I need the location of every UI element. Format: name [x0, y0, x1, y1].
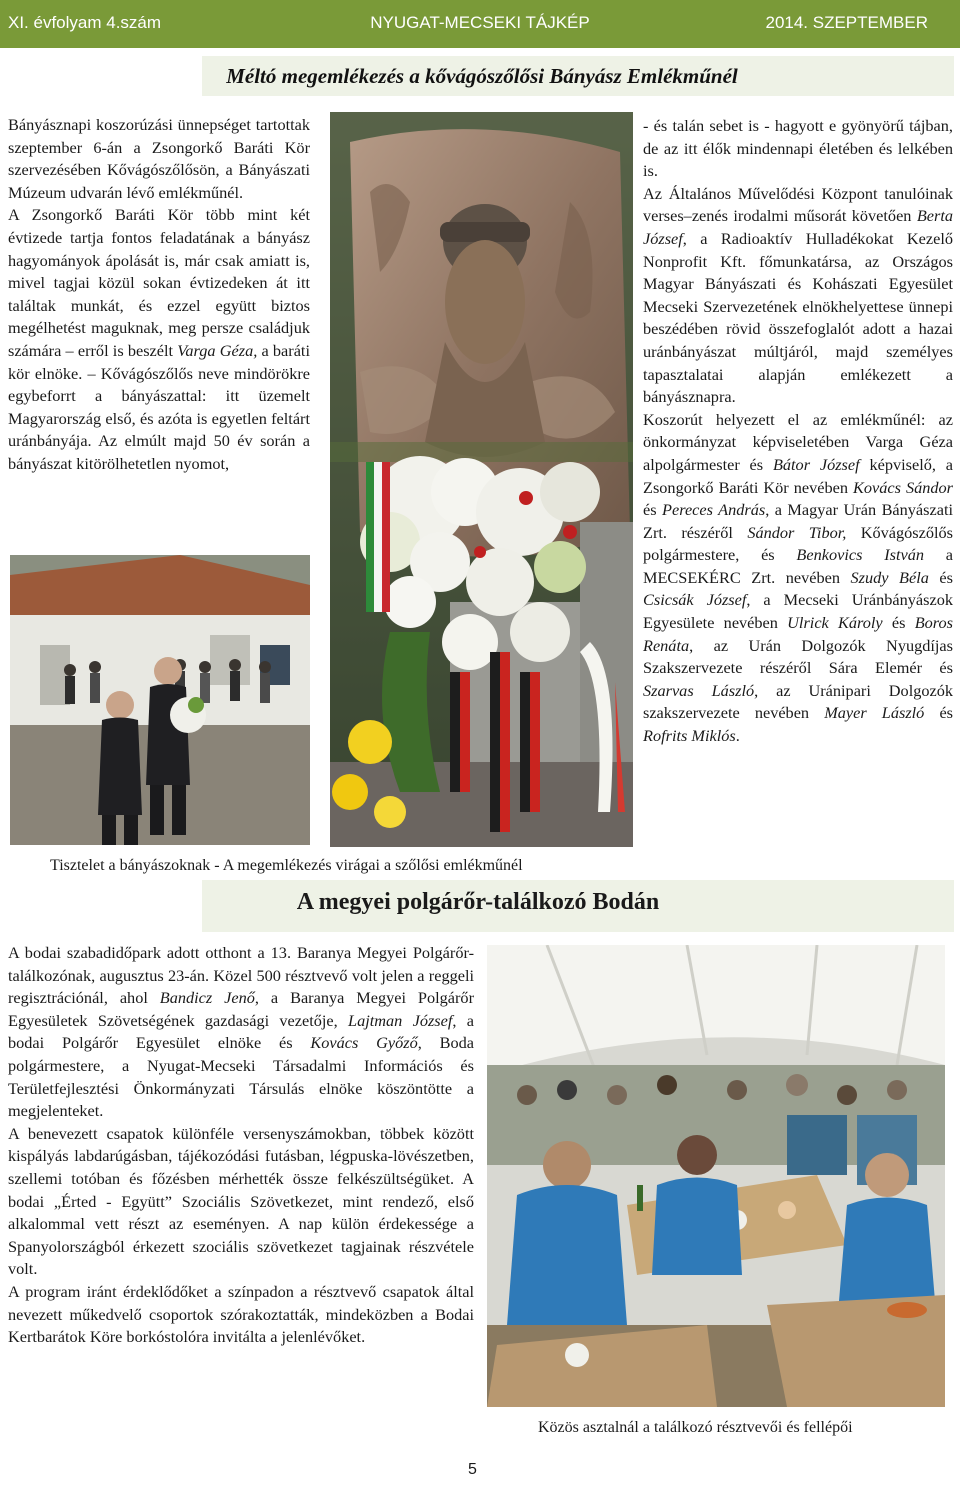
article1-column-left: [8, 114, 310, 476]
tent-gathering-image: [487, 945, 945, 1407]
publication-name: NYUGAT-MECSEKI TÁJKÉP: [370, 13, 590, 32]
article1-paragraph-5: Koszorút helyezett el az emlékműnél: az önkormányzat képviseletében Varga Géza alpolgármester és Bátor József képviselő, a Zsongorkő Baráti Kör nevében Kovács Sándor és Pereces András, a Magyar Urán Bányászati Zrt. részéről Sándor Tibor, Kővágószőlős polgármestere, és Benkovics István a MECSEKÉRC Zrt. nevében Szudy Béla és Csicsák József, a Mecseki Uránbányászok Egyesülete nevében Ulrick Károly és Boros Renáta, az Urán Dolgozók Nyugdíjas Szakszervezete részéről Sára Elemér és Szarvas László, az Uránipari Dolgozók szakszervezete nevében Mayer László és Rofrits Miklós.: [643, 409, 954, 746]
tent-gathering-photo: [487, 945, 945, 1407]
article2-paragraph-1: A bodai szabadidőpark adott otthont a 13. Baranya Megyei Polgárőr-találkozónak, augusztus 23-án. Közel 500 résztvevő volt jelen a reggeli regisztrációnál, ahol Bandicz Jenő, a Baranya Megyei Polgárőr Egyesületek Szövetségének gazdasági vezetője, Lajtman József, a bodai Polgárőr Egyesület elnöke és Kovács Győző, Boda polgármestere, a Nyugat-Mecseki Társadalmi Információs és Területfejlesztési Önkormányzati Társulás elnöke köszöntötte a megjelenteket.: [8, 943, 475, 1121]
tent-gathering-caption: Közös asztalnál a találkozó résztvevői és fellépői: [538, 1419, 853, 1436]
article1-paragraph-2: A Zsongorkő Baráti Kör több mint két évtizede tartja fontos feladatának a bányász hagyományok ápolását is, már csak amiatt is, mivel tagjai közül sokan évtizedeken át itt találtak munkát, és ezzel együtt biztos megélhetést maguknak, meg persze családjuk számára – erről is beszélt Varga Géza, a baráti kör elnöke. – Kővágószőlős neve mindörökre egybeforrt a bányászattal: itt üzemelt Magyarország első, és azóta is egyetlen feltárt uránbányája. Az elmúlt majd 50 év során a bányászat kitörölhetetlen nyomot,: [8, 205, 310, 473]
article1-column-right: [643, 115, 953, 748]
article1-paragraph-3: - és talán sebet is - hagyott e gyönyörű tájban, de az itt élők mindennapi életében és lelkében is.: [643, 116, 953, 181]
monument-photo: [330, 112, 633, 847]
page-number: 5: [468, 1461, 477, 1478]
article1-paragraph-1: Bányásznapi koszorúzási ünnepséget tartottak szeptember 6-án a Zsongorkő Baráti Kör szervezésében Kővágószőlősön, a Bányászati Múzeum udvarán lévő emlékműnél.: [8, 115, 310, 202]
monument-image: [330, 112, 633, 847]
issue-label: XI. évfolyam 4.szám: [8, 13, 162, 32]
article1-paragraph-4: Az Általános Művelődési Központ tanulóinak verses–zenés irodalmi műsorát követően Berta József, a Radioaktív Hulladékokat Kezelő Nonprofit Kft. főmunkatársa, az Országos Magyar Bányászati és Kohászati Egyesület Mecseki Szervezetének elnökhelyettese ünnepi beszédében rövid összefoglalót adott a hazai uránbányászat múltjáról, majd személyes tapasztalatai alapján emlékezett a bányásznapra.: [643, 183, 953, 407]
article2-paragraph-3: A program iránt érdeklődőket a színpadon a résztvevő csapatok által nevezett műkedvelő csoportok szórakoztatták, mindeközben a Bodai Kertbarátok Köre borkóstolóra invitálta a jelenlévőket.: [8, 1281, 474, 1347]
article2-body: [8, 942, 474, 1349]
article2-title: A megyei polgárőr-találkozó Bodán: [296, 889, 660, 915]
monument-caption: Tisztelet a bányászoknak - A megemlékezés virágai a szőlősi emlékműnél: [50, 857, 523, 874]
article2-paragraph-2: A benevezett csapatok különféle versenyszámokban, többek között kispályás labdarúgásban, tájékozódási futásban, légpuska-lövészetben, szellemi totóban és főzésben mérhették össze felkészültségüket. A bodai „Érted - Együtt” Szociális Szövetkezet, mint rendező, első alkalommal vett részt az eseményen. A nap külön érdekessége a Spanyolországból érkezett szociális szövetkezet tagjainak részvétele volt.: [8, 1123, 474, 1279]
page-header: [0, 0, 960, 48]
wreath-bearers-photo: [10, 555, 310, 845]
wreath-bearers-image: [10, 555, 310, 845]
article1-title: Méltó megemlékezés a kővágószőlősi Bányász Emlékműnél: [226, 64, 738, 88]
issue-date: 2014. SZEPTEMBER: [765, 13, 928, 32]
